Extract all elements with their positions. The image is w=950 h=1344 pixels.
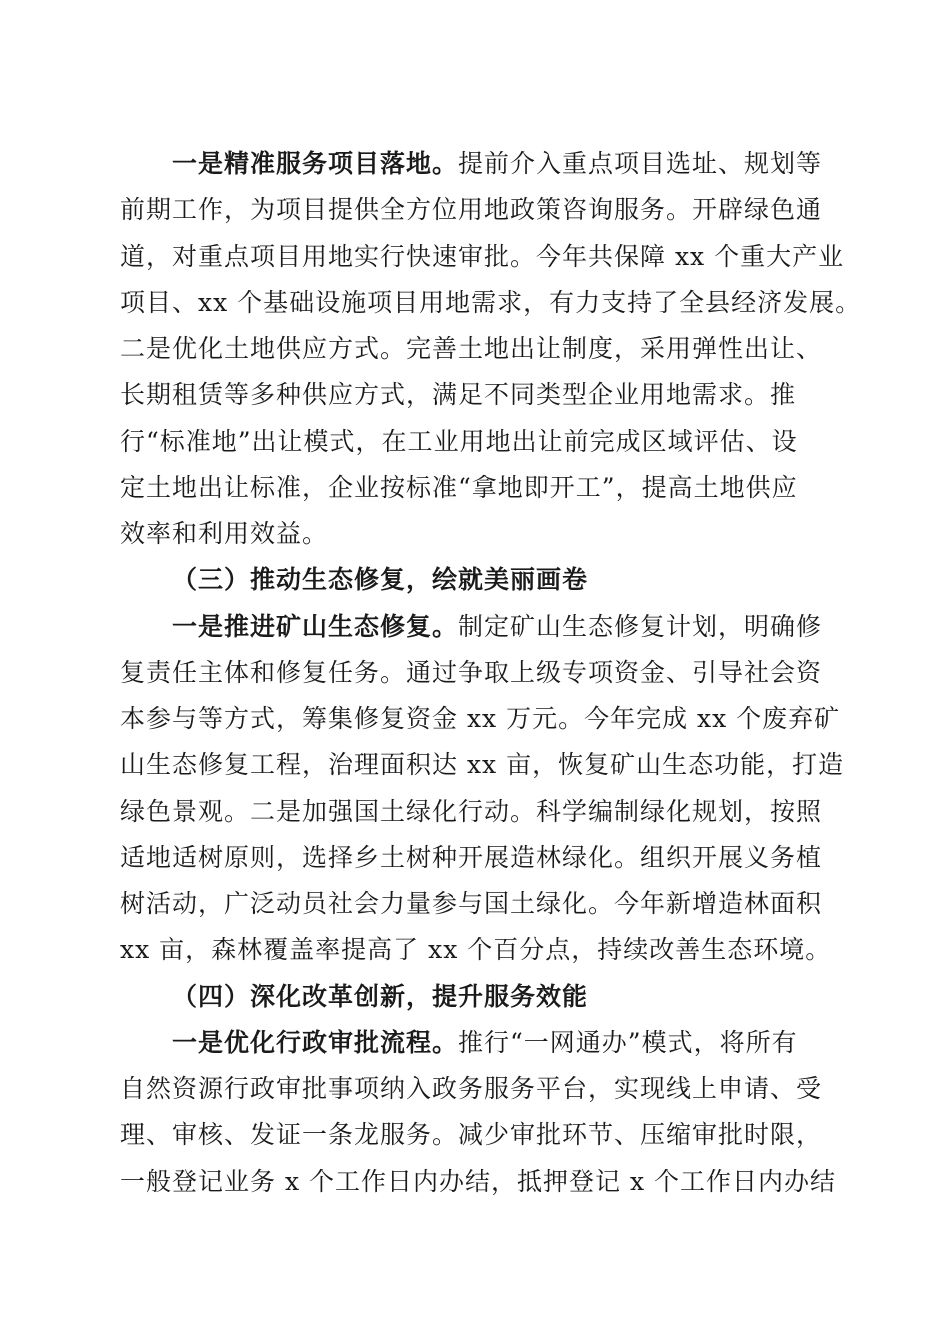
paragraph-lead: 一是推进矿山生态修复。 xyxy=(172,611,459,641)
section-heading: （三）推动生态修复，绘就美丽画卷 xyxy=(172,565,589,595)
paragraph-line: 项目、xx 个基础设施项目用地需求，有力支持了全县经济发展。 xyxy=(120,287,862,317)
paragraph-line: 本参与等方式，筹集修复资金 xx 万元。今年完成 xx 个废弃矿 xyxy=(120,704,841,733)
document-body xyxy=(120,141,862,1205)
paragraph-lead: 绿色景观。二是加强国土绿化行动。 xyxy=(120,796,537,826)
paragraph-line: 前期工作，为项目提供全方位用地政策咨询服务。开辟绿色通 xyxy=(120,195,823,225)
paragraph-text: 完善土地出让制度，采用弹性出让、 xyxy=(406,334,823,363)
paragraph-line: 行“标准地”出让模式，在工业用地出让前完成区域评估、设 xyxy=(120,426,798,456)
paragraph-line: 一般登记业务 x 个工作日内办结，抵押登记 x 个工作日内办结 xyxy=(120,1166,836,1196)
paragraph-line: 山生态修复工程，治理面积达 xx 亩，恢复矿山生态功能，打造 xyxy=(120,750,845,780)
paragraph-line: xx 亩，森林覆盖率提高了 xx 个百分点，持续改善生态环境。 xyxy=(120,935,832,965)
paragraph-line: 效率和利用效益。 xyxy=(120,519,329,548)
section-heading: （四）深化改革创新，提升服务效能 xyxy=(172,981,589,1011)
paragraph-text: 推行“一网通办”模式，将所有 xyxy=(458,1027,798,1057)
paragraph-line: 道，对重点项目用地实行快速审批。今年共保障 xx 个重大产业 xyxy=(120,241,845,271)
paragraph-line xyxy=(120,604,830,650)
paragraph-line: 树活动，广泛动员社会力量参与国土绿化。今年新增造林面积 xyxy=(120,889,823,918)
paragraph-text: 制定矿山生态修复计划，明确修 xyxy=(458,611,823,641)
paragraph-text: 科学编制绿化规划，按照 xyxy=(536,796,823,826)
paragraph-line: 定土地出让标准，企业按标准“拿地即开工”，提高土地供应 xyxy=(120,472,798,502)
paragraph-lead: 二是优化土地供应方式。 xyxy=(120,334,407,363)
paragraph-lead: 一是优化行政审批流程。 xyxy=(172,1027,459,1057)
paragraph-line xyxy=(120,326,830,372)
paragraph-line: 自然资源行政审批事项纳入政务服务平台，实现线上申请、受 xyxy=(120,1074,823,1103)
paragraph-line xyxy=(120,141,830,187)
paragraph-line xyxy=(120,789,830,835)
paragraph-line xyxy=(120,1020,830,1066)
paragraph-line: 理、审核、发证一条龙服务。减少审批环节、压缩审批时限， xyxy=(120,1120,823,1150)
paragraph-line: 适地适树原则，选择乡土树种开展造林绿化。组织开展义务植 xyxy=(120,842,823,872)
paragraph-text: 提前介入重点项目选址、规划等 xyxy=(458,149,823,178)
paragraph-line: 长期租赁等多种供应方式，满足不同类型企业用地需求。推 xyxy=(120,380,797,410)
paragraph-line: 复责任主体和修复任务。通过争取上级专项资金、引导社会资 xyxy=(120,657,823,687)
paragraph-lead: 一是精准服务项目落地。 xyxy=(172,149,459,178)
